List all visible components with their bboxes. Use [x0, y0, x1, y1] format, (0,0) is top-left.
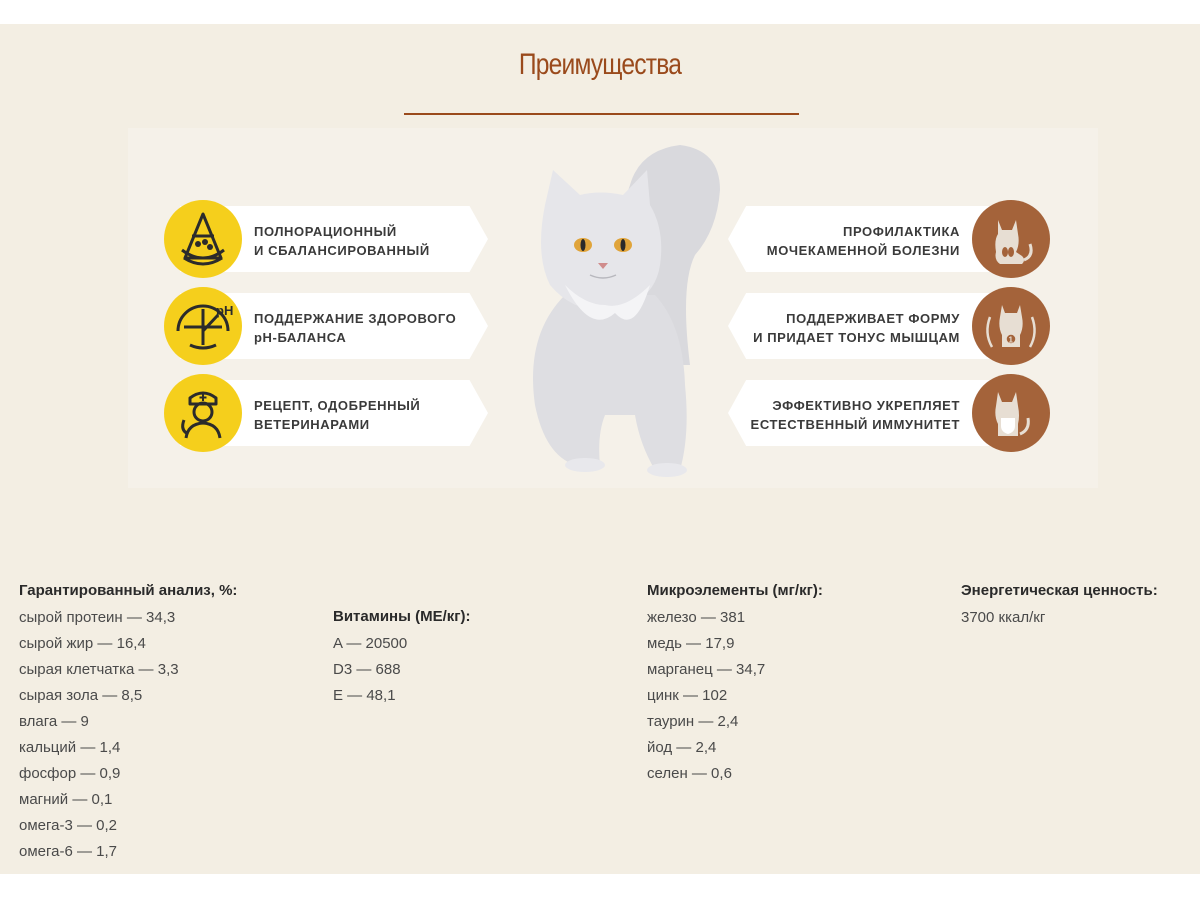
benefit-line: ЭФФЕКТИВНО УКРЕПЛЯЕТ [772, 398, 960, 413]
analysis-item: влага — 9 [19, 713, 89, 730]
cat-kidney-icon [972, 200, 1050, 278]
energy-item: 3700 ккал/кг [961, 609, 1046, 626]
title-underline [404, 113, 799, 115]
benefit-label-urolithiasis [767, 222, 960, 260]
benefit-line: ПРОФИЛАКТИКА [843, 224, 960, 239]
section-title: Преимущества [518, 48, 682, 81]
analysis-item: сырой жир — 16,4 [19, 635, 146, 652]
energy-title: Энергетическая ценность: [961, 582, 1158, 599]
analysis-item: магний — 0,1 [19, 791, 113, 808]
benefit-label-ph [254, 309, 456, 347]
benefit-line: МОЧЕКАМЕННОЙ БОЛЕЗНИ [766, 243, 960, 258]
microelement-item: цинк — 102 [647, 687, 728, 704]
vitamin-item: A — 20500 [333, 635, 408, 652]
vitamins-title: Витамины (МЕ/кг): [333, 608, 471, 625]
analysis-item: омега-6 — 1,7 [19, 843, 118, 860]
microelement-item: медь — 17,9 [647, 635, 735, 652]
benefit-line: ЕСТЕСТВЕННЫЙ ИММУНИТЕТ [750, 417, 960, 432]
benefit-label-immunity [751, 396, 960, 434]
analysis-item: сырая зола — 8,5 [19, 687, 143, 704]
benefit-line: ПОДДЕРЖАНИЕ ЗДОРОВОГО [254, 311, 457, 326]
vitamins-column [333, 608, 471, 712]
benefit-line: И ПРИДАЕТ ТОНУС МЫШЦАМ [753, 330, 960, 345]
svg-text:pH: pH [216, 303, 234, 318]
benefit-label-balanced [254, 222, 430, 260]
analysis-item: омега-3 — 0,2 [19, 817, 118, 834]
analysis-column [19, 582, 237, 868]
cat-shield-icon [972, 374, 1050, 452]
vitamin-item: E — 48,1 [333, 687, 396, 704]
analysis-item: фосфор — 0,9 [19, 765, 121, 782]
benefit-line: РЕЦЕПТ, ОДОБРЕННЫЙ [254, 398, 421, 413]
microelement-item: таурин — 2,4 [647, 713, 739, 730]
food-bowl-icon [164, 200, 242, 278]
cat-laurel-icon [972, 287, 1050, 365]
benefit-line: И СБАЛАНСИРОВАННЫЙ [254, 243, 430, 258]
cat-illustration [505, 135, 735, 480]
microelement-item: селен — 0,6 [647, 765, 732, 782]
microelements-column [647, 582, 823, 790]
benefit-label-vet [254, 396, 420, 434]
vitamin-item: D3 — 688 [333, 661, 401, 678]
analysis-item: сырой протеин — 34,3 [19, 609, 176, 626]
analysis-title: Гарантированный анализ, %: [19, 582, 238, 599]
microelement-item: марганец — 34,7 [647, 661, 766, 678]
energy-column [961, 582, 1158, 634]
microelement-item: йод — 2,4 [647, 739, 717, 756]
benefit-line: ПОДДЕРЖИВАЕТ ФОРМУ [786, 311, 960, 326]
analysis-item: кальций — 1,4 [19, 739, 121, 756]
analysis-item: сырая клетчатка — 3,3 [19, 661, 179, 678]
ph-gauge-icon [164, 287, 242, 365]
benefit-label-muscle [753, 309, 960, 347]
benefit-line: pH-БАЛАНСА [254, 330, 347, 345]
benefit-line: ВЕТЕРИНАРАМИ [254, 417, 370, 432]
microelement-item: железо — 381 [647, 609, 746, 626]
benefit-line: ПОЛНОРАЦИОННЫЙ [254, 224, 397, 239]
svg-text:1: 1 [1008, 335, 1013, 345]
veterinarian-icon [164, 374, 242, 452]
microelements-title: Микроэлементы (мг/кг): [647, 582, 823, 599]
